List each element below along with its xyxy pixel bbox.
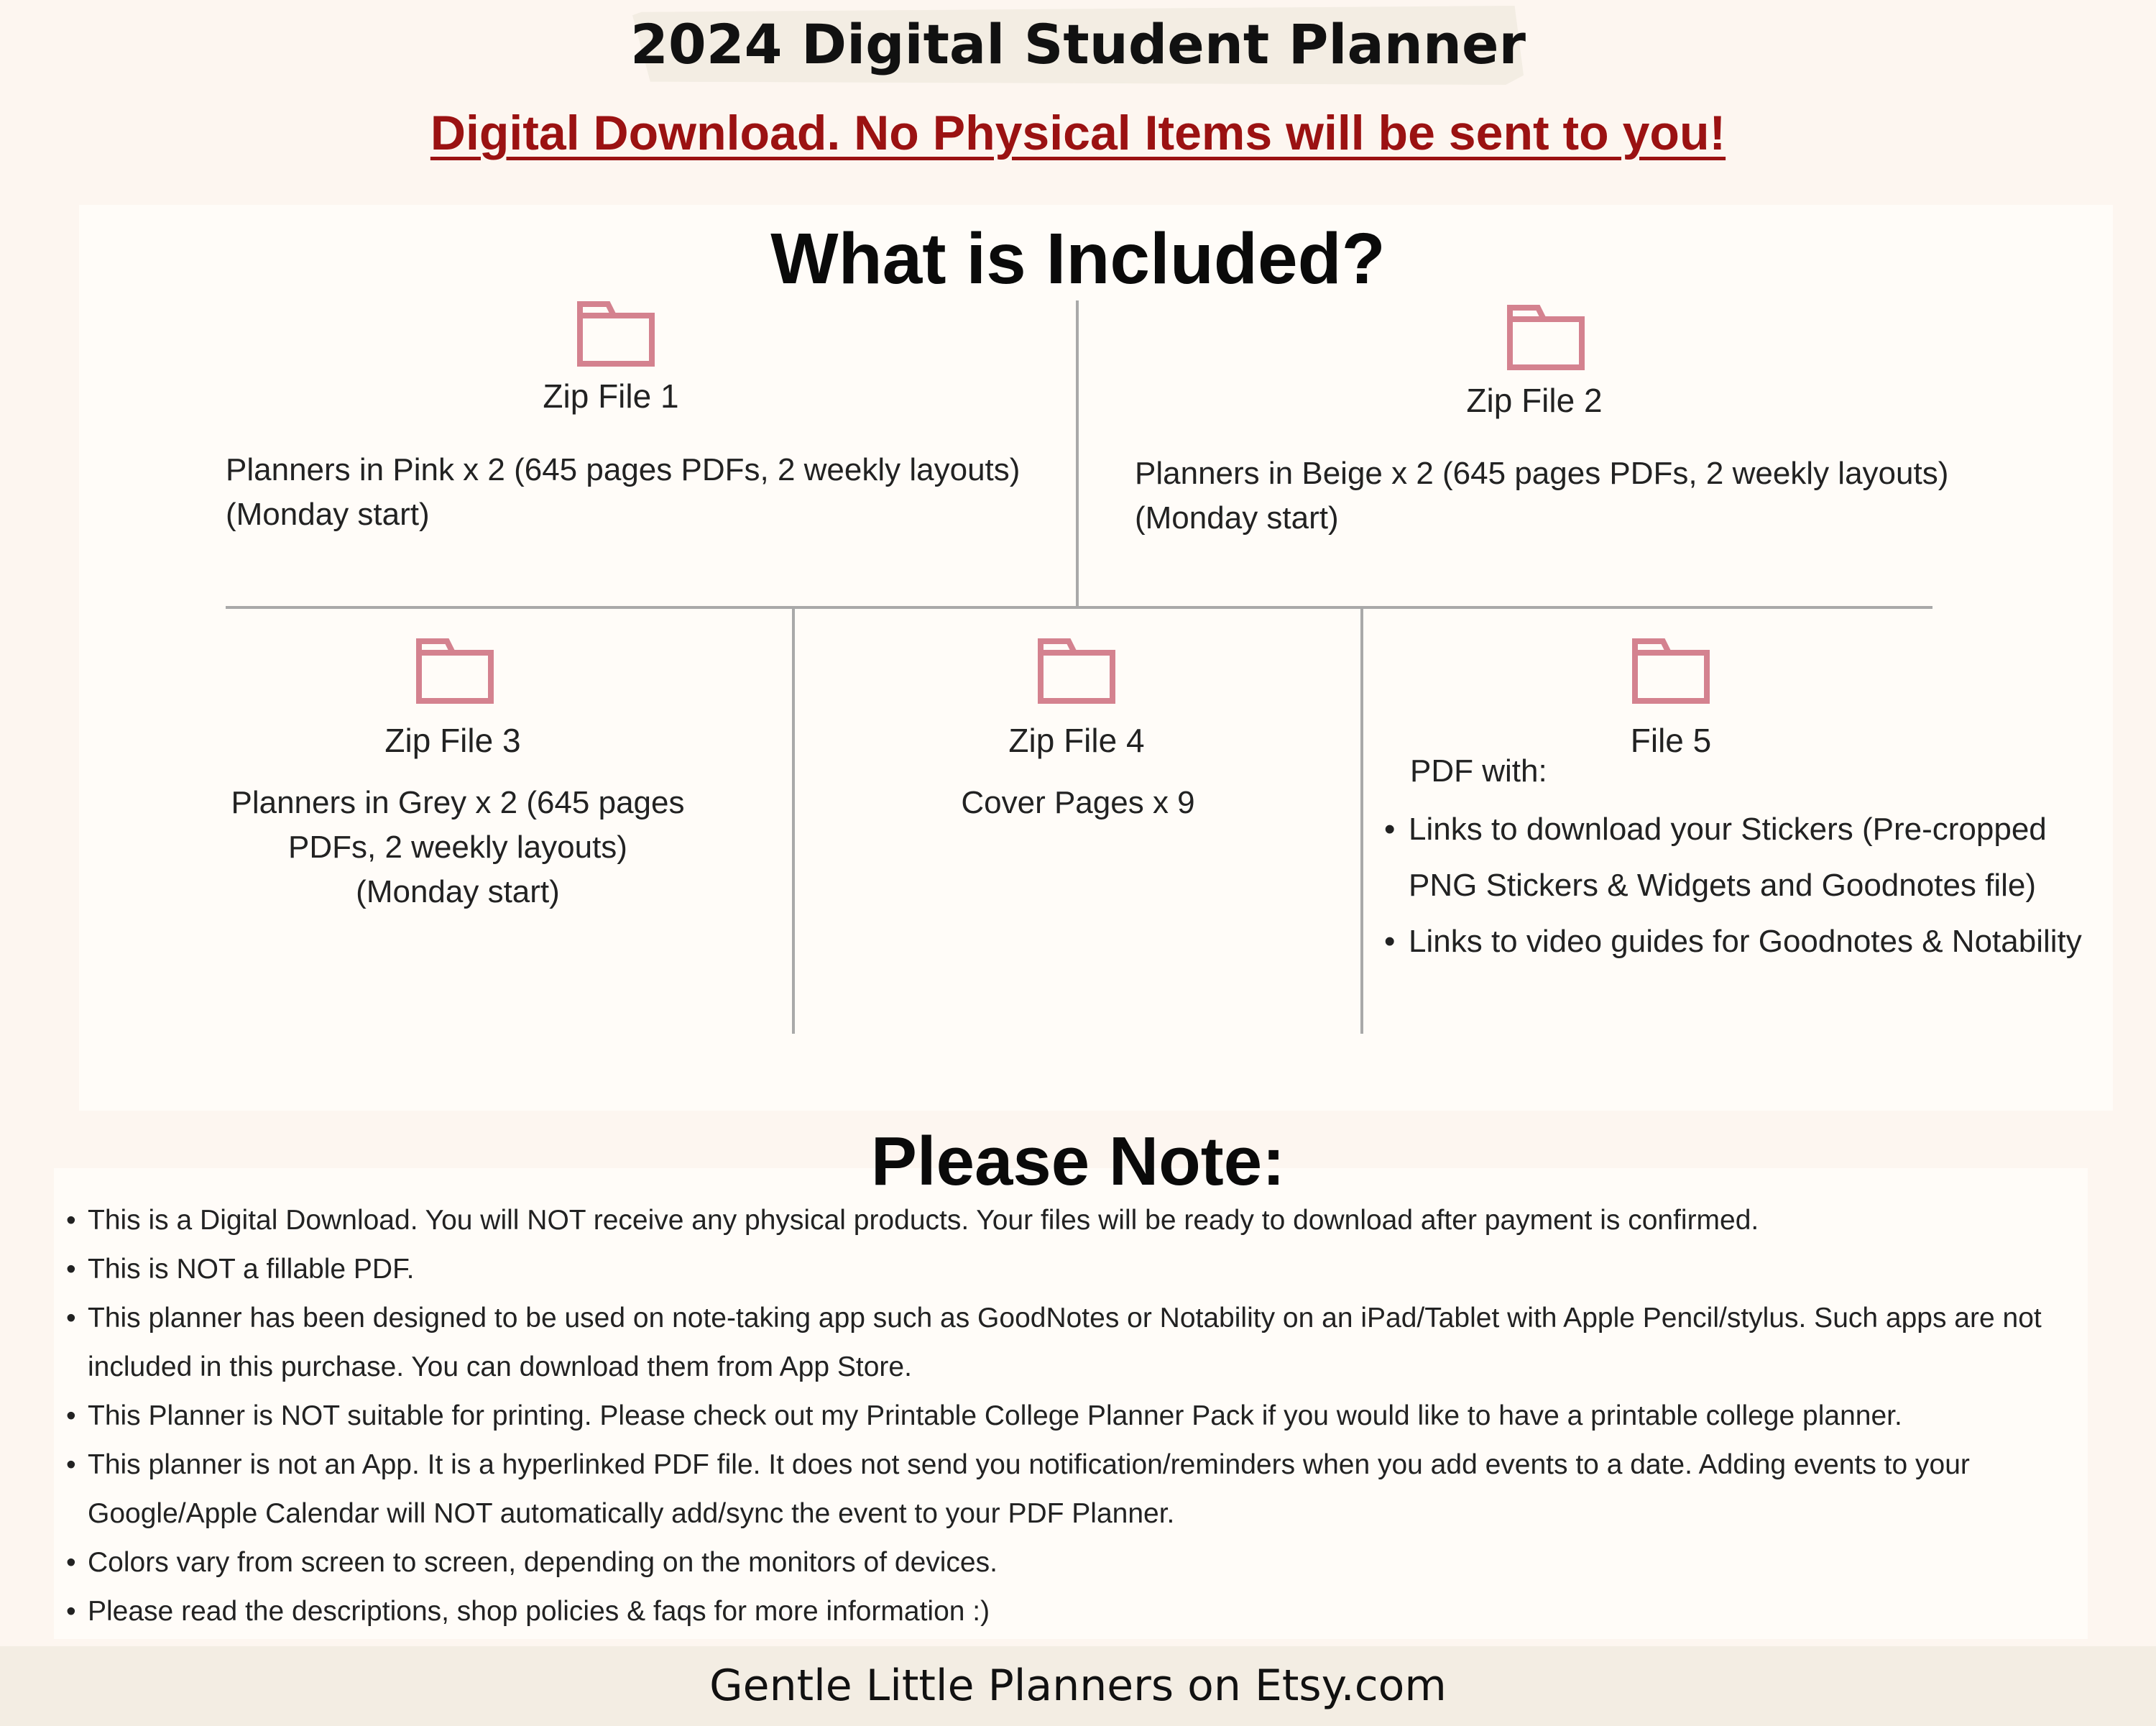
file-5-intro: PDF with: — [1410, 753, 1547, 789]
zip-file-1-title: Zip File 1 — [543, 377, 679, 415]
zip-file-4-title: Zip File 4 — [1008, 722, 1145, 759]
file-5-title: File 5 — [1630, 722, 1712, 759]
description-line: Planners in Grey x 2 (645 pages — [231, 785, 685, 820]
page-title: 2024 Digital Student Planner — [630, 12, 1526, 76]
folder-icon — [1631, 635, 1710, 704]
zip-file-4-description — [834, 781, 1322, 825]
list-item: • Links to video guides for Goodnotes & Notability — [1384, 914, 2110, 970]
zip-file-3-title: Zip File 3 — [384, 722, 521, 759]
description-line: PDFs, 2 weekly layouts) — [288, 830, 627, 865]
note-heading: Please Note: — [870, 1123, 1286, 1200]
zip-file-2-description — [1135, 451, 2069, 541]
list-item: • This planner has been designed to be used on note-taking app such as GoodNotes or Notability on an iPad/Tablet with Apple Pencil/stylus. Such apps are not included in this purchase. You can download them from App Store. — [66, 1294, 2107, 1392]
description-line: Cover Pages x 9 — [961, 785, 1195, 820]
tree-trunk-line — [1076, 300, 1079, 608]
description-line: (Monday start) — [226, 497, 430, 532]
zip-file-3-description — [197, 781, 719, 914]
included-heading: What is Included? — [770, 219, 1386, 299]
folder-icon — [1037, 635, 1116, 704]
folder-icon — [576, 298, 655, 367]
zip-file-2-title: Zip File 2 — [1466, 382, 1603, 419]
folder-icon — [1506, 302, 1585, 371]
file-5-bullet-list — [1384, 802, 2110, 970]
download-notice: Digital Download. No Physical Items will be sent to you! — [430, 106, 1726, 160]
note-list — [66, 1196, 2107, 1636]
list-item: • Links to download your Stickers (Pre-cropped PNG Stickers & Widgets and Goodnotes file) — [1384, 802, 2110, 914]
list-item: • Please read the descriptions, shop policies & faqs for more information :) — [66, 1587, 2107, 1636]
zip-file-1-description — [226, 448, 1059, 537]
list-item: • This planner is not an App. It is a hyperlinked PDF file. It does not send you notification/reminders when you add events to a date. Adding events to your Google/Apple Calendar will NOT automatically add/sync the event to your PDF Planner. — [66, 1441, 2107, 1538]
list-item: • This Planner is NOT suitable for printing. Please check out my Printable College Planner Pack if you would like to have a printable college planner. — [66, 1392, 2107, 1441]
tree-branch-line — [226, 606, 1932, 609]
list-item: • Colors vary from screen to screen, depending on the monitors of devices. — [66, 1538, 2107, 1587]
description-line: (Monday start) — [1135, 500, 1339, 536]
column-divider-left — [792, 608, 795, 1034]
description-line: Planners in Pink x 2 (645 pages PDFs, 2 weekly layouts) — [226, 452, 1021, 487]
description-line: Planners in Beige x 2 (645 pages PDFs, 2 weekly layouts) — [1135, 456, 1949, 491]
folder-icon — [415, 635, 494, 704]
list-item: • This is a Digital Download. You will NOT receive any physical products. Your files will be ready to download after payment is confirmed. — [66, 1196, 2107, 1245]
file-5-description — [1384, 802, 2110, 970]
shop-name: Gentle Little Planners on Etsy.com — [709, 1661, 1447, 1711]
description-line: (Monday start) — [356, 874, 560, 909]
column-divider-right — [1360, 608, 1363, 1034]
list-item: • This is NOT a fillable PDF. — [66, 1245, 2107, 1294]
